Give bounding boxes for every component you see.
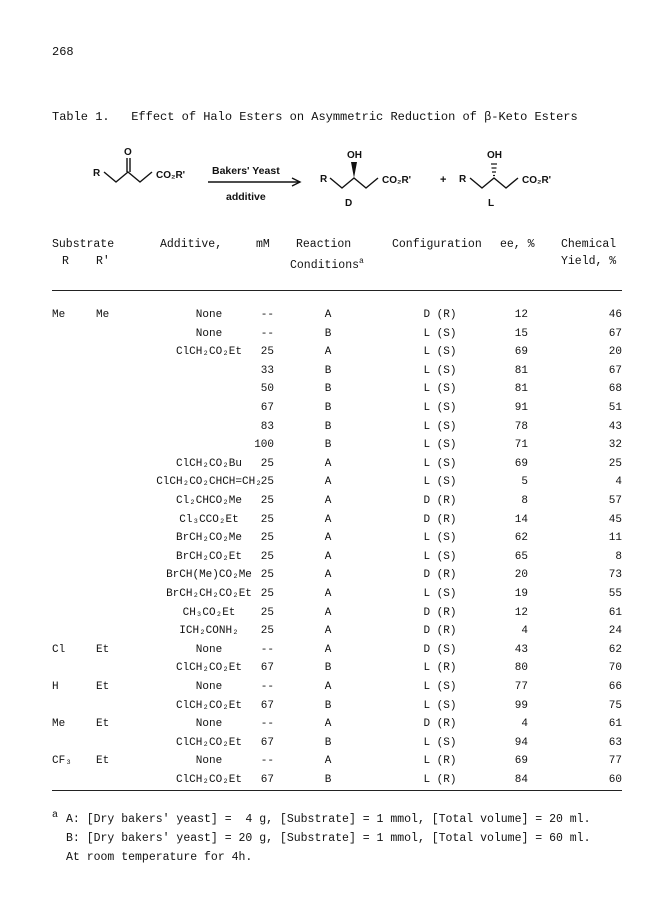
cell-mm: -- xyxy=(260,309,274,321)
cell-ee: 81 xyxy=(514,383,528,396)
cell-conditions: A xyxy=(324,346,332,359)
cell-conditions: A xyxy=(324,755,332,768)
cell-yield: 66 xyxy=(608,681,622,693)
cell-mm: 25 xyxy=(260,569,274,582)
cell-yield: 60 xyxy=(608,774,622,786)
cell-mm: 25 xyxy=(260,532,274,545)
cell-configuration: L (R) xyxy=(423,662,457,675)
cell-configuration: D (R) xyxy=(423,625,457,638)
cell-conditions: B xyxy=(324,383,332,396)
cell-ee: 12 xyxy=(514,309,528,321)
cell-ee: 62 xyxy=(514,532,528,545)
cell-conditions: B xyxy=(324,774,332,786)
cell-additive: BrCH(Me)CO₂Me xyxy=(166,569,252,582)
cell-configuration: L (S) xyxy=(423,532,457,545)
cell-additive: BrCH₂CO₂Me xyxy=(175,532,242,545)
cell-configuration: L (S) xyxy=(423,457,457,470)
cell-r: Me xyxy=(52,718,66,731)
scheme-reagent-top: Bakers' Yeast xyxy=(212,165,280,177)
cell-r: H xyxy=(52,681,59,693)
cell-mm: -- xyxy=(260,327,274,340)
cell-r: Cl xyxy=(52,643,66,656)
scheme-r-label: R xyxy=(93,168,101,179)
table-row xyxy=(0,642,672,659)
cell-ee: 8 xyxy=(521,495,528,507)
cell-yield: 32 xyxy=(608,439,622,452)
cell-configuration: L (S) xyxy=(423,383,457,396)
cell-additive: None xyxy=(195,718,223,731)
cell-mm: 25 xyxy=(260,625,274,638)
cell-ee: 71 xyxy=(514,439,528,452)
cell-yield: 8 xyxy=(615,550,622,563)
cell-additive: ClCH₂CO₂Et xyxy=(175,699,242,712)
cell-ee: 69 xyxy=(514,457,528,470)
cell-conditions: A xyxy=(324,643,332,656)
cell-additive: None xyxy=(195,309,223,321)
cell-yield: 25 xyxy=(608,457,622,470)
cell-mm: 67 xyxy=(260,662,274,675)
cell-conditions: B xyxy=(324,662,332,675)
cell-mm: -- xyxy=(260,755,274,768)
table-row xyxy=(0,474,672,491)
cell-conditions: B xyxy=(324,736,332,749)
cell-yield: 46 xyxy=(608,309,622,321)
cell-ee: 4 xyxy=(521,625,528,638)
cell-conditions: B xyxy=(324,327,332,340)
header-additive: Additive, xyxy=(160,238,223,251)
cell-conditions: A xyxy=(324,532,332,545)
cell-mm: -- xyxy=(260,643,274,656)
table-row xyxy=(0,586,672,603)
cell-configuration: L (S) xyxy=(423,736,457,749)
cell-additive: ClCH₂CO₂Et xyxy=(175,662,242,675)
cell-yield: 57 xyxy=(608,495,622,507)
cell-configuration: L (S) xyxy=(423,681,457,693)
cell-yield: 67 xyxy=(608,364,622,377)
scheme-r-label-d: R xyxy=(320,174,328,185)
cell-ee: 20 xyxy=(514,569,528,582)
cell-mm: 100 xyxy=(254,439,274,452)
cell-mm: 25 xyxy=(260,588,274,600)
cell-ee: 15 xyxy=(514,327,528,340)
cell-yield: 67 xyxy=(608,327,622,340)
cell-configuration: L (S) xyxy=(423,346,457,359)
scheme-plus: + xyxy=(440,174,447,186)
cell-yield: 4 xyxy=(615,476,622,489)
cell-yield: 20 xyxy=(608,346,622,359)
table-row xyxy=(0,530,672,547)
cell-ee: 4 xyxy=(521,718,528,731)
cell-ee: 78 xyxy=(514,420,528,433)
cell-conditions: A xyxy=(324,457,332,470)
scheme-o-label: O xyxy=(124,147,132,158)
scheme-ester-label: CO₂R' xyxy=(156,170,186,181)
cell-configuration: D (R) xyxy=(423,718,457,731)
cell-ee: 19 xyxy=(514,588,528,600)
scheme-oh-label-l: OH xyxy=(487,150,502,161)
cell-additive: ClCH₂CO₂Et xyxy=(175,346,242,359)
table-row xyxy=(0,623,672,640)
cell-configuration: L (S) xyxy=(423,364,457,377)
scheme-ester-label-l: CO₂R' xyxy=(522,175,552,186)
cell-additive: ClCH₂CO₂Et xyxy=(175,736,242,749)
table-row xyxy=(0,344,672,361)
cell-conditions: A xyxy=(324,476,332,489)
cell-yield: 70 xyxy=(608,662,622,675)
cell-configuration: D (R) xyxy=(423,309,457,321)
table-caption: Table 1. Effect of Halo Esters on Asymmetric Reduction of β-Keto Esters xyxy=(52,110,578,124)
header-mm: mM xyxy=(256,238,270,251)
table-row xyxy=(0,456,672,473)
cell-mm: 67 xyxy=(260,402,274,414)
cell-mm: 67 xyxy=(260,736,274,749)
cell-yield: 61 xyxy=(608,718,622,731)
cell-conditions: A xyxy=(324,550,332,563)
header-reaction: Reaction xyxy=(296,238,352,251)
cell-ee: 77 xyxy=(514,681,528,693)
cell-rp: Me xyxy=(96,309,110,321)
cell-conditions: A xyxy=(324,513,332,526)
cell-rp: Et xyxy=(96,755,110,768)
cell-configuration: L (R) xyxy=(423,774,457,786)
table-row xyxy=(0,567,672,584)
cell-yield: 77 xyxy=(608,755,622,768)
cell-mm: 25 xyxy=(260,495,274,507)
cell-configuration: L (S) xyxy=(423,699,457,712)
cell-configuration: D (R) xyxy=(423,606,457,619)
cell-additive: ClCH₂CO₂Et xyxy=(175,774,242,786)
footnote-line-1: A: [Dry bakers' yeast] = 4 g, [Substrate] = 1 mmol, [Total volume] = 20 ml. xyxy=(66,813,591,826)
cell-configuration: D (R) xyxy=(423,495,457,507)
cell-additive: None xyxy=(195,643,223,656)
cell-mm: 83 xyxy=(260,420,274,433)
page-number: 268 xyxy=(52,45,74,59)
table-row xyxy=(0,400,672,417)
cell-yield: 24 xyxy=(608,625,622,638)
cell-conditions: B xyxy=(324,420,332,433)
cell-ee: 5 xyxy=(521,476,528,489)
cell-ee: 84 xyxy=(514,774,528,786)
cell-configuration: L (S) xyxy=(423,402,457,414)
cell-r: Me xyxy=(52,309,66,321)
cell-yield: 68 xyxy=(608,383,622,396)
cell-ee: 80 xyxy=(514,662,528,675)
cell-yield: 43 xyxy=(608,420,622,433)
table-row xyxy=(0,493,672,510)
cell-rp: Et xyxy=(96,681,110,693)
table-row xyxy=(0,363,672,380)
table-row xyxy=(0,679,672,696)
table-row xyxy=(0,605,672,622)
cell-configuration: L (S) xyxy=(423,588,457,600)
cell-ee: 65 xyxy=(514,550,528,563)
cell-ee: 69 xyxy=(514,346,528,359)
cell-conditions: A xyxy=(324,588,332,600)
scheme-reagent-bottom: additive xyxy=(226,191,266,203)
cell-yield: 51 xyxy=(608,402,622,414)
cell-additive: ClCH₂CO₂CHCH=CH₂ xyxy=(156,476,262,489)
cell-ee: 99 xyxy=(514,699,528,712)
cell-mm: 25 xyxy=(260,457,274,470)
table-row xyxy=(0,419,672,436)
cell-yield: 61 xyxy=(608,606,622,619)
cell-additive: Cl₂CHCO₂Me xyxy=(175,495,242,507)
cell-conditions: B xyxy=(324,439,332,452)
cell-configuration: L (S) xyxy=(423,327,457,340)
table-row xyxy=(0,326,672,343)
header-yield: Yield, % xyxy=(561,255,617,268)
table-row xyxy=(0,381,672,398)
header-ee: ee, % xyxy=(500,238,535,251)
cell-mm: 50 xyxy=(260,383,274,396)
cell-conditions: A xyxy=(324,309,332,321)
cell-configuration: D (S) xyxy=(423,643,457,656)
cell-additive: ClCH₂CO₂Bu xyxy=(175,457,242,470)
footnote-mark: a xyxy=(52,810,59,821)
header-configuration: Configuration xyxy=(392,238,482,251)
cell-mm: -- xyxy=(260,718,274,731)
table-row xyxy=(0,307,672,324)
cell-additive: None xyxy=(195,327,223,340)
cell-configuration: L (S) xyxy=(423,420,457,433)
cell-ee: 94 xyxy=(514,736,528,749)
header-substrate: Substrate xyxy=(52,238,115,251)
scheme-product-l: L xyxy=(488,198,495,209)
header-rp: R' xyxy=(96,255,110,268)
cell-configuration: L (S) xyxy=(423,476,457,489)
cell-conditions: A xyxy=(324,681,332,693)
cell-additive: ICH₂CONH₂ xyxy=(179,625,239,638)
cell-mm: 25 xyxy=(260,513,274,526)
cell-rp: Et xyxy=(96,643,110,656)
cell-ee: 69 xyxy=(514,755,528,768)
cell-yield: 45 xyxy=(608,513,622,526)
cell-additive: Cl₃CCO₂Et xyxy=(179,513,239,526)
cell-yield: 55 xyxy=(608,588,622,600)
table-row xyxy=(0,549,672,566)
cell-conditions: A xyxy=(324,495,332,507)
cell-yield: 11 xyxy=(608,532,622,545)
table-row xyxy=(0,660,672,677)
cell-r: CF₃ xyxy=(52,755,72,768)
cell-mm: 25 xyxy=(260,606,274,619)
cell-mm: 33 xyxy=(260,364,274,377)
header-r: R xyxy=(62,255,69,268)
cell-conditions: B xyxy=(324,699,332,712)
header-chemical: Chemical xyxy=(561,238,617,251)
table-row xyxy=(0,437,672,454)
scheme-oh-label-d: OH xyxy=(347,150,362,161)
cell-configuration: L (S) xyxy=(423,439,457,452)
cell-conditions: A xyxy=(324,606,332,619)
table-row xyxy=(0,716,672,733)
table-row xyxy=(0,512,672,529)
bottom-rule xyxy=(52,790,622,791)
table-row xyxy=(0,753,672,770)
scheme-product-d: D xyxy=(345,198,353,209)
cell-yield: 62 xyxy=(608,643,622,656)
cell-rp: Et xyxy=(96,718,110,731)
cell-yield: 63 xyxy=(608,736,622,749)
table-row xyxy=(0,772,672,789)
cell-yield: 75 xyxy=(608,699,622,712)
cell-conditions: B xyxy=(324,364,332,377)
table-row xyxy=(0,698,672,715)
cell-additive: CH₃CO₂Et xyxy=(182,606,236,619)
cell-mm: 67 xyxy=(260,774,274,786)
cell-yield: 73 xyxy=(608,569,622,582)
cell-configuration: L (R) xyxy=(423,755,457,768)
cell-configuration: L (S) xyxy=(423,550,457,563)
cell-conditions: A xyxy=(324,718,332,731)
cell-conditions: A xyxy=(324,569,332,582)
cell-ee: 14 xyxy=(514,513,528,526)
cell-additive: BrCH₂CH₂CO₂Et xyxy=(166,588,252,600)
scheme-ester-label-d: CO₂R' xyxy=(382,175,412,186)
cell-additive: BrCH₂CO₂Et xyxy=(175,550,242,563)
cell-additive: None xyxy=(195,681,223,693)
cell-ee: 12 xyxy=(514,606,528,619)
cell-additive: None xyxy=(195,755,223,768)
cell-mm: 25 xyxy=(260,550,274,563)
cell-mm: 67 xyxy=(260,699,274,712)
reaction-scheme xyxy=(0,140,672,220)
cell-mm: 25 xyxy=(260,476,274,489)
cell-conditions: A xyxy=(324,625,332,638)
cell-mm: 25 xyxy=(260,346,274,359)
cell-configuration: D (R) xyxy=(423,513,457,526)
table-row xyxy=(0,735,672,752)
header-conditions: Conditions$^a$ xyxy=(290,257,364,272)
cell-conditions: B xyxy=(324,402,332,414)
footnote-line-3: At room temperature for 4h. xyxy=(66,851,253,864)
cell-ee: 43 xyxy=(514,643,528,656)
footnote-line-2: B: [Dry bakers' yeast] = 20 g, [Substrate] = 1 mmol, [Total volume] = 60 ml. xyxy=(66,832,591,845)
cell-mm: -- xyxy=(260,681,274,693)
cell-configuration: D (R) xyxy=(423,569,457,582)
header-rule xyxy=(52,290,622,291)
cell-ee: 91 xyxy=(514,402,528,414)
scheme-r-label-l: R xyxy=(459,174,467,185)
cell-ee: 81 xyxy=(514,364,528,377)
